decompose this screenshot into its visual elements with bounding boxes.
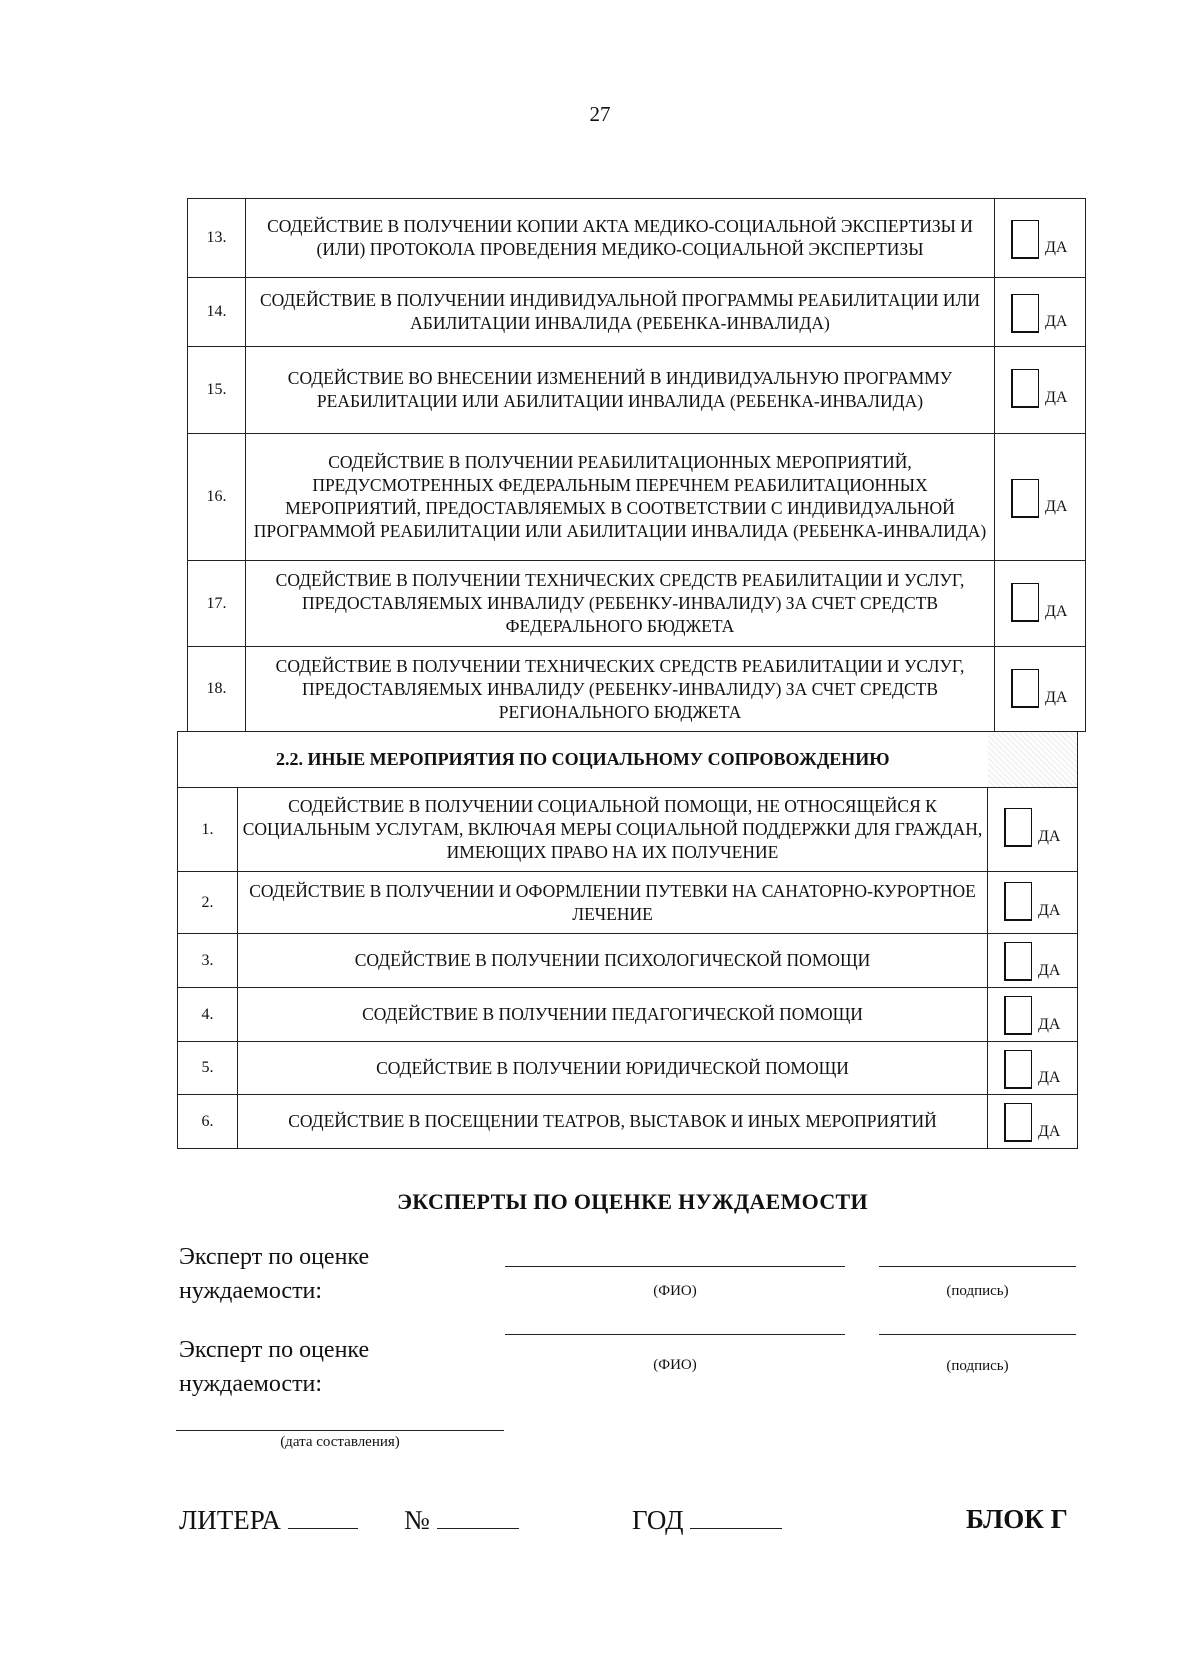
row-number: 6. <box>178 1095 238 1149</box>
row-number: 3. <box>178 934 238 988</box>
signature-caption-1: (подпись) <box>946 1283 1009 1299</box>
yes-label: ДА <box>1045 689 1068 706</box>
table-row <box>178 872 1078 934</box>
row-number: 14. <box>188 278 246 347</box>
row-number: 16. <box>188 434 246 561</box>
yes-checkbox[interactable] <box>1004 882 1032 921</box>
row-description: СОДЕЙСТВИЕ В ПОЛУЧЕНИИ ПЕДАГОГИЧЕСКОЙ ПОМОЩИ <box>238 988 988 1042</box>
fio-line-2[interactable] <box>505 1334 845 1335</box>
signature-caption-2: (подпись) <box>946 1358 1009 1374</box>
yes-label: ДА <box>1038 1069 1061 1086</box>
row-description: СОДЕЙСТВИЕ В ПОЛУЧЕНИИ РЕАБИЛИТАЦИОННЫХ МЕРОПРИЯТИЙ, ПРЕДУСМОТРЕННЫХ ФЕДЕРАЛЬНЫМ ПЕРЕЧНЕМ РЕАБИЛИТАЦИОННЫХ МЕРОПРИЯТИЙ, ПРЕДОСТАВЛЯЕМЫХ В СООТВЕТСТВИИ С ИНДИВИДУАЛЬНОЙ ПРОГРАММОЙ РЕАБИЛИТАЦИИ ИЛИ АБИЛИТАЦИИ ИНВАЛИДА (РЕБЕНКА-ИНВАЛИДА) <box>246 434 995 561</box>
row-description: СОДЕЙСТВИЕ В ПОЛУЧЕНИИ ТЕХНИЧЕСКИХ СРЕДСТВ РЕАБИЛИТАЦИИ И УСЛУГ, ПРЕДОСТАВЛЯЕМЫХ ИНВАЛИДУ (РЕБЕНКУ-ИНВАЛИДУ) ЗА СЧЕТ СРЕДСТВ ФЕДЕРАЛЬНОГО БЮДЖЕТА <box>246 561 995 647</box>
footer-litera <box>179 1504 358 1536</box>
yes-label: ДА <box>1045 498 1068 515</box>
row-description: СОДЕЙСТВИЕ В ПОСЕЩЕНИИ ТЕАТРОВ, ВЫСТАВОК И ИНЫХ МЕРОПРИЯТИЙ <box>238 1095 988 1149</box>
yes-checkbox[interactable] <box>1004 1103 1032 1142</box>
row-description: СОДЕЙСТВИЕ В ПОЛУЧЕНИИ ИНДИВИДУАЛЬНОЙ ПРОГРАММЫ РЕАБИЛИТАЦИИ ИЛИ АБИЛИТАЦИИ ИНВАЛИДА (РЕБЕНКА-ИНВАЛИДА) <box>246 278 995 347</box>
litera-label: ЛИТЕРА <box>179 1505 281 1535</box>
yes-label: ДА <box>1038 828 1061 845</box>
table-row <box>188 647 1086 732</box>
row-description: СОДЕЙСТВИЕ В ПОЛУЧЕНИИ КОПИИ АКТА МЕДИКО-СОЦИАЛЬНОЙ ЭКСПЕРТИЗЫ И (ИЛИ) ПРОТОКОЛА ПРОВЕДЕНИЯ МЕДИКО-СОЦИАЛЬНОЙ ЭКСПЕРТИЗЫ <box>246 199 995 278</box>
yes-checkbox[interactable] <box>1004 808 1032 847</box>
expert-label-2: Эксперт по оценке нуждаемости: <box>179 1337 370 1397</box>
yes-label: ДА <box>1045 313 1068 330</box>
row-number: 2. <box>178 872 238 934</box>
year-field[interactable] <box>690 1504 782 1529</box>
date-caption: (дата составления) <box>280 1434 400 1450</box>
fio-caption-2: (ФИО) <box>653 1357 697 1373</box>
row-description: СОДЕЙСТВИЕ В ПОЛУЧЕНИИ ТЕХНИЧЕСКИХ СРЕДСТВ РЕАБИЛИТАЦИИ И УСЛУГ, ПРЕДОСТАВЛЯЕМЫХ ИНВАЛИДУ (РЕБЕНКУ-ИНВАЛИДУ) ЗА СЧЕТ СРЕДСТВ РЕГИОНАЛЬНОГО БЮДЖЕТА <box>246 647 995 732</box>
row-number: 13. <box>188 199 246 278</box>
yes-checkbox[interactable] <box>1011 669 1039 708</box>
footer-number <box>404 1504 519 1536</box>
row-description: СОДЕЙСТВИЕ ВО ВНЕСЕНИИ ИЗМЕНЕНИЙ В ИНДИВИДУАЛЬНУЮ ПРОГРАММУ РЕАБИЛИТАЦИИ ИЛИ АБИЛИТАЦИИ ИНВАЛИДА (РЕБЕНКА-ИНВАЛИДА) <box>246 347 995 434</box>
table-row <box>178 934 1078 988</box>
yes-label: ДА <box>1038 1016 1061 1033</box>
number-label: № <box>404 1505 430 1535</box>
table-row <box>188 561 1086 647</box>
table-row <box>178 1095 1078 1149</box>
number-field[interactable] <box>437 1504 519 1529</box>
row-number: 17. <box>188 561 246 647</box>
yes-label: ДА <box>1038 1123 1061 1140</box>
row-number: 5. <box>178 1042 238 1095</box>
date-line[interactable] <box>176 1430 504 1431</box>
yes-checkbox[interactable] <box>1011 479 1039 518</box>
row-description: СОДЕЙСТВИЕ В ПОЛУЧЕНИИ СОЦИАЛЬНОЙ ПОМОЩИ, НЕ ОТНОСЯЩЕЙСЯ К СОЦИАЛЬНЫМ УСЛУГАМ, ВКЛЮЧАЯ МЕРЫ СОЦИАЛЬНОЙ ПОДДЕРЖКИ ДЛЯ ГРАЖДАН, ИМЕЮЩИХ ПРАВО НА ИХ ПОЛУЧЕНИЕ <box>238 788 988 872</box>
table-row <box>188 278 1086 347</box>
section-title: 2.2. ИНЫЕ МЕРОПРИЯТИЯ ПО СОЦИАЛЬНОМУ СОПРОВОЖДЕНИЮ <box>178 732 988 788</box>
measures-table-a <box>187 198 1086 732</box>
table-row <box>188 199 1086 278</box>
expert-label-1: Эксперт по оценке нуждаемости: <box>179 1244 370 1304</box>
yes-checkbox[interactable] <box>1011 294 1039 333</box>
signature-line-2[interactable] <box>879 1334 1076 1335</box>
section-header-row <box>178 732 1078 788</box>
row-number: 18. <box>188 647 246 732</box>
table-row <box>178 788 1078 872</box>
yes-checkbox[interactable] <box>1004 996 1032 1035</box>
fio-line-1[interactable] <box>505 1266 845 1267</box>
table-row <box>188 434 1086 561</box>
section-shading <box>988 732 1078 788</box>
block-label: БЛОК Г <box>966 1504 1068 1534</box>
yes-label: ДА <box>1038 902 1061 919</box>
fio-caption-1: (ФИО) <box>653 1283 697 1299</box>
yes-checkbox[interactable] <box>1011 369 1039 408</box>
yes-checkbox[interactable] <box>1011 583 1039 622</box>
row-number: 1. <box>178 788 238 872</box>
litera-field[interactable] <box>288 1504 358 1529</box>
yes-checkbox[interactable] <box>1011 220 1039 259</box>
yes-label: ДА <box>1038 962 1061 979</box>
table-row <box>178 1042 1078 1095</box>
row-number: 15. <box>188 347 246 434</box>
signature-line-1[interactable] <box>879 1266 1076 1267</box>
table-row <box>178 988 1078 1042</box>
page-number: 27 <box>589 102 611 126</box>
yes-checkbox[interactable] <box>1004 942 1032 981</box>
row-description: СОДЕЙСТВИЕ В ПОЛУЧЕНИИ ЮРИДИЧЕСКОЙ ПОМОЩИ <box>238 1042 988 1095</box>
row-number: 4. <box>178 988 238 1042</box>
yes-checkbox[interactable] <box>1004 1050 1032 1089</box>
row-description: СОДЕЙСТВИЕ В ПОЛУЧЕНИИ И ОФОРМЛЕНИИ ПУТЕВКИ НА САНАТОРНО-КУРОРТНОЕ ЛЕЧЕНИЕ <box>238 872 988 934</box>
footer-year <box>632 1504 782 1536</box>
table-row <box>188 347 1086 434</box>
row-description: СОДЕЙСТВИЕ В ПОЛУЧЕНИИ ПСИХОЛОГИЧЕСКОЙ ПОМОЩИ <box>238 934 988 988</box>
year-label: ГОД <box>632 1505 684 1535</box>
yes-label: ДА <box>1045 239 1068 256</box>
experts-title: ЭКСПЕРТЫ ПО ОЦЕНКЕ НУЖДАЕМОСТИ <box>397 1189 868 1214</box>
measures-table-b <box>177 731 1078 1149</box>
yes-label: ДА <box>1045 389 1068 406</box>
yes-label: ДА <box>1045 603 1068 620</box>
